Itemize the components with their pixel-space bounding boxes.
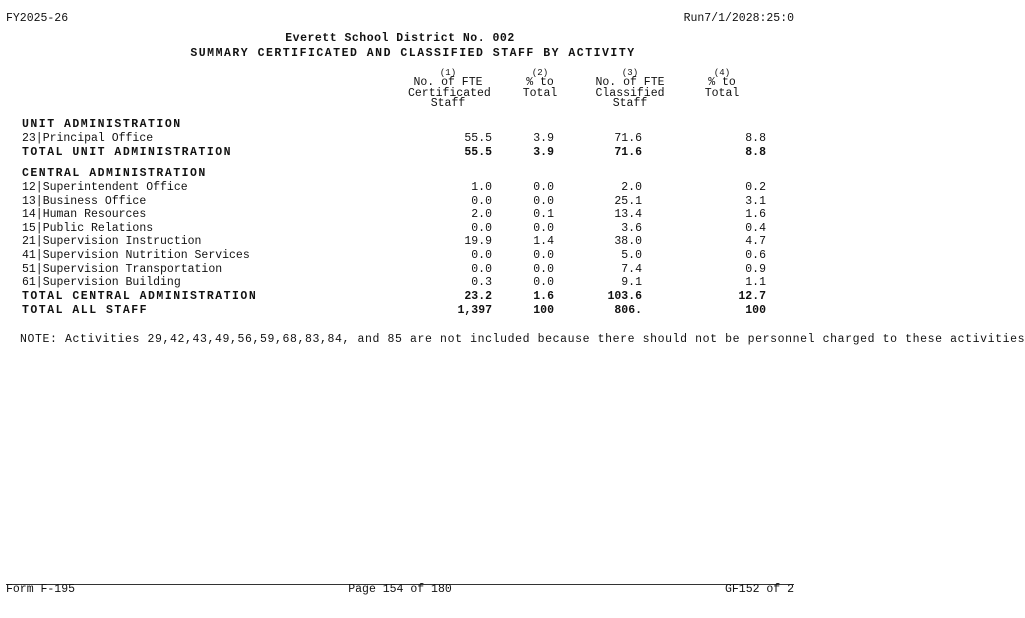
- table-cell: 38.0: [614, 235, 642, 248]
- table-cell: 0.0: [533, 262, 554, 276]
- total-cell: 55.5: [464, 146, 492, 159]
- table-cell: 0.2: [745, 181, 766, 194]
- table-cell: 0.0: [533, 221, 554, 235]
- table-cell: 1.4: [533, 235, 554, 248]
- total-cell: 8.8: [745, 146, 766, 159]
- column-header-1: (1) No. of FTE Certificated Staff: [408, 68, 491, 110]
- table-cell: 2.0: [471, 208, 492, 221]
- run-info: Run7/1/2028:25:0: [683, 12, 794, 25]
- table-cell: 2.0: [621, 181, 642, 194]
- form-number: Form F-195: [6, 583, 76, 596]
- table-cell: 4.7: [745, 235, 766, 248]
- grand-total-cell: 100: [533, 304, 554, 317]
- table-cell: 0.0: [533, 249, 554, 262]
- table-cell: 0.0: [533, 181, 554, 194]
- table-cell: 7.4: [621, 262, 642, 276]
- column-header-3: (3) No. of FTE Classified Staff: [595, 68, 665, 110]
- table-row-label: 41|Supervision Nutrition Services: [22, 249, 250, 262]
- table-cell: 0.0: [471, 194, 492, 208]
- table-row-label: 12|Superintendent Office: [22, 181, 188, 194]
- table-cell: 71.6: [614, 132, 642, 145]
- table-row-label: 21|Supervision Instruction: [22, 235, 202, 248]
- report-title: SUMMARY CERTIFICATED AND CLASSIFIED STAFF BY ACTIVITY: [190, 47, 636, 60]
- table-cell: 0.0: [533, 194, 554, 208]
- table-cell: 0.0: [471, 249, 492, 262]
- table-row-label: 15|Public Relations: [22, 221, 154, 235]
- grand-total-cell: 806.: [614, 304, 642, 317]
- table-cell: 0.0: [533, 276, 554, 289]
- district-name: Everett School District No. 002: [285, 32, 515, 45]
- table-cell: 9.1: [621, 276, 642, 289]
- table-cell: 0.6: [745, 249, 766, 262]
- total-cell: 23.2: [464, 290, 492, 303]
- section-title-unit: UNIT ADMINISTRATION: [22, 118, 182, 131]
- total-cell: 103.6: [607, 290, 642, 303]
- table-row-label: 51|Supervision Transportation: [22, 262, 223, 276]
- table-cell: 55.5: [464, 132, 492, 145]
- column-header-2: (2) % to Total: [522, 68, 558, 100]
- total-all-staff-label: TOTAL ALL STAFF: [22, 304, 149, 317]
- table-cell: 3.1: [745, 194, 766, 208]
- table-cell: 0.9: [745, 262, 766, 276]
- fiscal-year: FY2025-26: [6, 12, 69, 25]
- column-header-4: (4) % to Total: [704, 68, 740, 100]
- grand-total-cell: 100: [745, 304, 766, 317]
- table-cell: 3.6: [621, 221, 642, 235]
- page-ref: GF152 of 2: [724, 583, 794, 596]
- section-title-central: CENTRAL ADMINISTRATION: [22, 167, 207, 180]
- table-cell: 19.9: [464, 235, 492, 248]
- table-row-label: 23|Principal Office: [22, 132, 154, 145]
- total-cell: 3.9: [533, 146, 554, 159]
- table-cell: 13.4: [614, 208, 642, 221]
- table-cell: 0.0: [471, 262, 492, 276]
- table-cell: 8.8: [745, 132, 766, 145]
- total-cell: 12.7: [738, 290, 766, 303]
- table-cell: 0.3: [471, 276, 492, 289]
- grand-total-cell: 1,397: [457, 304, 492, 317]
- total-unit-label: TOTAL UNIT ADMINISTRATION: [22, 146, 233, 159]
- total-central-label: TOTAL CENTRAL ADMINISTRATION: [22, 290, 258, 303]
- table-row-label: 61|Supervision Building: [22, 276, 181, 289]
- table-cell: 1.6: [745, 208, 766, 221]
- table-row-label: 13|Business Office: [22, 194, 147, 208]
- table-cell: 0.0: [471, 221, 492, 235]
- table-cell: 1.0: [471, 181, 492, 194]
- table-cell: 1.1: [745, 276, 766, 289]
- table-cell: 25.1: [614, 194, 642, 208]
- table-cell: 0.4: [745, 221, 766, 235]
- table-cell: 3.9: [533, 132, 554, 145]
- total-cell: 71.6: [614, 146, 642, 159]
- footnote: NOTE: Activities 29,42,43,49,56,59,68,83,84, and 85 are not included because there should not be personnel charged to these activities: [20, 333, 1025, 346]
- total-cell: 1.6: [533, 290, 554, 303]
- table-cell: 0.1: [533, 208, 554, 221]
- table-cell: 5.0: [621, 249, 642, 262]
- page-number: Page 154 of 180: [348, 583, 452, 596]
- table-row-label: 14|Human Resources: [22, 208, 147, 221]
